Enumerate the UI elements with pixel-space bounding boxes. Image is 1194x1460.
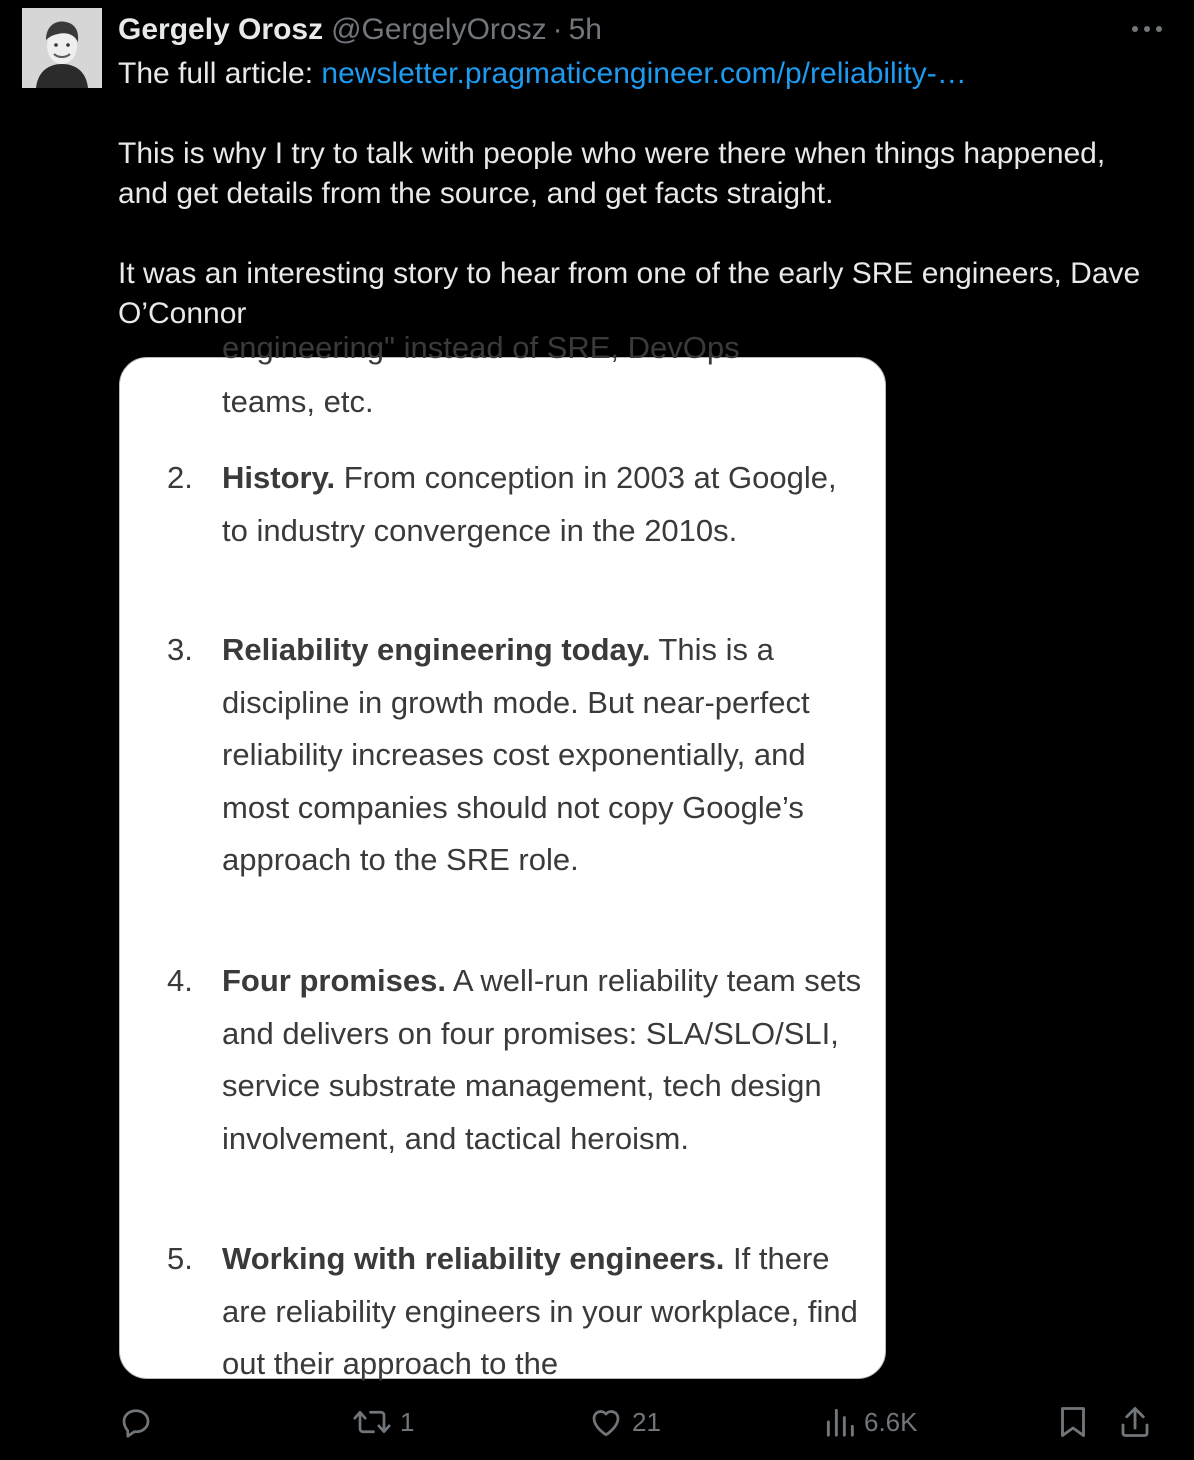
paragraph-gap	[118, 94, 1158, 134]
views-bar-chart-icon	[824, 1404, 856, 1440]
retweet-button[interactable]	[352, 1404, 414, 1440]
list-item-text: From conception in 2003 at Google, to industry convergence in the 2010s.	[222, 460, 837, 548]
separator-dot: ·	[552, 13, 563, 46]
author-handle[interactable]: @GergelyOrosz	[331, 13, 547, 46]
list-item-body	[222, 452, 862, 557]
avatar[interactable]	[22, 8, 102, 88]
share-icon	[1118, 1404, 1152, 1440]
list-item-number: 2.	[167, 460, 193, 495]
paragraph-gap	[118, 214, 1158, 254]
list-item-heading: History.	[222, 460, 336, 495]
retweet-count: 1	[400, 1406, 415, 1437]
list-item-text: This is a discipline in growth mode. But near-perfect reliability increases cost exponentially, and most companies should not copy Google’s approach to the SRE role.	[222, 632, 810, 878]
retweet-icon	[352, 1404, 392, 1440]
list-item-body	[222, 1233, 862, 1391]
list-item-text: A well-run reliability team sets and delivers on four promises: SLA/SLO/SLI, service substrate management, tech design involvement, and tactical heroism.	[222, 963, 862, 1156]
article-link[interactable]: newsletter.pragmaticengineer.com/p/reliability-…	[321, 57, 967, 90]
list-item-number: 3.	[167, 632, 193, 667]
views-count: 6.6K	[864, 1406, 918, 1437]
reply-icon	[118, 1404, 154, 1440]
like-button[interactable]	[588, 1404, 661, 1440]
list-item-heading: Four promises.	[222, 963, 446, 998]
list-item-body	[222, 624, 862, 887]
reply-button[interactable]	[118, 1404, 154, 1440]
list-item-text: If there are reliability engineers in your workplace, find out their approach to the	[222, 1241, 858, 1382]
more-options-icon[interactable]	[1130, 14, 1164, 44]
image-list-continuation: teams, etc.	[222, 384, 374, 419]
heart-icon	[588, 1404, 624, 1440]
bookmark-button[interactable]	[1056, 1404, 1090, 1440]
bookmark-icon	[1056, 1404, 1090, 1440]
share-button[interactable]	[1118, 1404, 1152, 1440]
attached-image[interactable]	[119, 330, 886, 1382]
list-item-number: 4.	[167, 963, 193, 998]
tweet-header	[118, 10, 602, 50]
tweet-text	[118, 54, 1158, 334]
tweet-intro-text: The full article:	[118, 57, 322, 90]
like-count: 21	[632, 1406, 661, 1437]
views-button[interactable]	[824, 1404, 918, 1440]
tweet-paragraph-1	[118, 54, 1158, 94]
tweet-paragraph-3: It was an interesting story to hear from one of the early SRE engineers, Dave O’Connor	[118, 257, 1141, 330]
tweet-timestamp[interactable]: 5h	[568, 13, 602, 46]
tweet-paragraph-2: This is why I try to talk with people who were there when things happened, and get details from the source, and get facts straight.	[118, 137, 1106, 210]
tweet-action-bar	[0, 1396, 1194, 1456]
image-cut-line: engineering" instead of SRE, DevOps	[222, 330, 740, 365]
list-item-heading: Working with reliability engineers.	[222, 1241, 725, 1276]
list-item-heading: Reliability engineering today.	[222, 632, 651, 667]
list-item-number: 5.	[167, 1241, 193, 1276]
list-item-body	[222, 955, 862, 1165]
author-name[interactable]: Gergely Orosz	[118, 13, 324, 46]
